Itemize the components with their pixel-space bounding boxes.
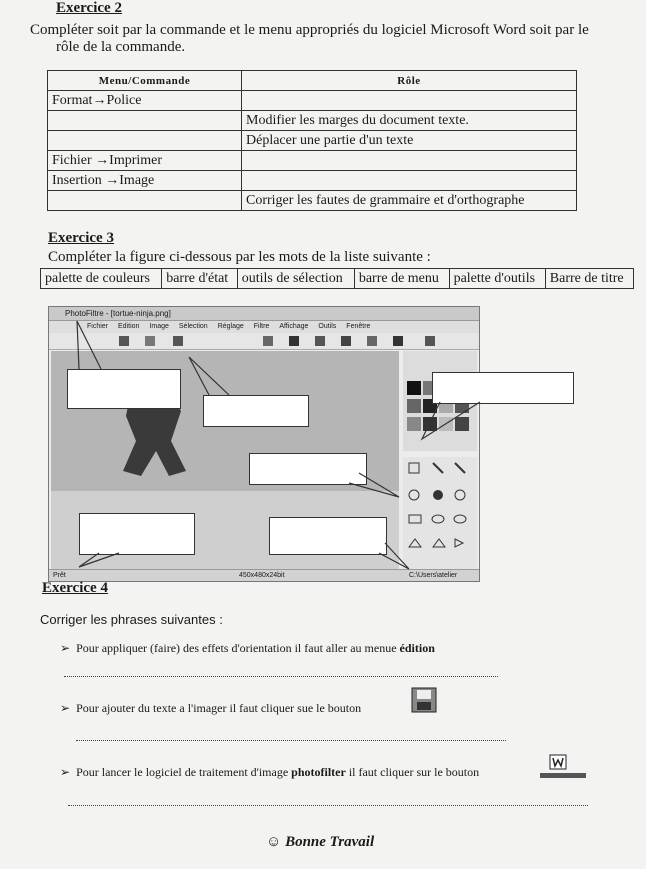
- figure-menu-item: Image: [149, 323, 169, 330]
- word-item: palette d'outils: [449, 269, 545, 289]
- table-row: [48, 171, 577, 191]
- footer-text: Bonne Travail: [285, 834, 375, 850]
- bullet-arrow-icon: ➢: [60, 765, 71, 779]
- cell-command: Format→Police: [48, 91, 242, 111]
- ex4-sentence-3: ➢ Pour lancer le logiciel de traitement d'image photofilter il faut cliquer sur le bouton: [60, 765, 480, 779]
- figure-menu-item: Edition: [118, 323, 140, 330]
- word-item: palette de couleurs: [41, 269, 162, 289]
- word-app-icon: [540, 754, 586, 780]
- word-item: outils de sélection: [237, 269, 354, 289]
- cell-role: Déplacer une partie d'un texte: [242, 131, 577, 151]
- ex2-instruction-line1: Compléter soit par la commande et le menu appropriés du logiciel Microsoft Word soit par le: [30, 22, 589, 38]
- footer: [266, 834, 374, 851]
- word-item: barre d'état: [162, 269, 238, 289]
- cell-command: [48, 131, 242, 151]
- ex2-col-role: Rôle: [242, 71, 577, 91]
- ex4-sentence-1: ➢ Pour appliquer (faire) des effets d'orientation il faut aller au menue édition: [60, 641, 435, 655]
- callout-pointer-right: [410, 395, 500, 445]
- answer-line: [68, 805, 588, 806]
- smiley-icon: ☺: [266, 834, 282, 850]
- ex2-table: [47, 70, 577, 211]
- status-left: Prêt: [53, 572, 66, 579]
- status-right: C:\Users\atelier: [409, 572, 458, 579]
- figure-menu-item: Filtre: [253, 323, 270, 330]
- ex4-sentence-2: ➢ Pour ajouter du texte a l'imager il faut cliquer sue le bouton: [60, 701, 362, 715]
- answer-line: [76, 740, 506, 741]
- save-button-icon: [410, 686, 438, 714]
- ex3-word-list: [40, 268, 634, 289]
- cell-command: Insertion →Image: [48, 171, 242, 191]
- cell-role: Modifier les marges du document texte.: [242, 111, 577, 131]
- answer-line: [64, 676, 498, 677]
- ex3-instruction: Compléter la figure ci-dessous par les mots de la liste suivante :: [48, 249, 431, 265]
- ex2-col-command: Menu/Commande: [48, 71, 242, 91]
- cell-command: [48, 191, 242, 211]
- ex2-title: Exercice 2: [56, 0, 122, 16]
- table-row: [48, 91, 577, 111]
- bullet-arrow-icon: ➢: [60, 641, 71, 655]
- table-row: [48, 111, 577, 131]
- figure-menu-item: Fichier: [87, 323, 109, 330]
- figure-menu-item: Sélection: [178, 323, 208, 330]
- status-mid: 450x480x24bit: [239, 572, 285, 579]
- cell-role: [242, 171, 577, 191]
- figure-menu-item: Réglage: [217, 323, 244, 330]
- figure-title: PhotoFiltre - [tortue-ninja.png]: [65, 309, 171, 318]
- ex2-instruction-line2: rôle de la commande.: [56, 39, 186, 55]
- bullet-arrow-icon: ➢: [60, 701, 71, 715]
- word-item: barre de menu: [354, 269, 449, 289]
- ex4-title: Exercice 4: [42, 580, 108, 596]
- word-item: Barre de titre: [545, 269, 633, 289]
- figure-menu-item: Affichage: [279, 323, 309, 330]
- table-row: [48, 131, 577, 151]
- figure-menu-item: Outils: [318, 323, 337, 330]
- table-row: [48, 151, 577, 171]
- figure-menu-item: Fenêtre: [346, 323, 371, 330]
- cell-command: Fichier →Imprimer: [48, 151, 242, 171]
- table-row: [48, 191, 577, 211]
- ex3-title: Exercice 3: [48, 230, 114, 246]
- cell-command: [48, 111, 242, 131]
- cell-role: Corriger les fautes de grammaire et d'orthographe: [242, 191, 577, 211]
- cell-role: [242, 91, 577, 111]
- cell-role: [242, 151, 577, 171]
- ex4-instruction: Corriger les phrases suivantes :: [40, 612, 223, 627]
